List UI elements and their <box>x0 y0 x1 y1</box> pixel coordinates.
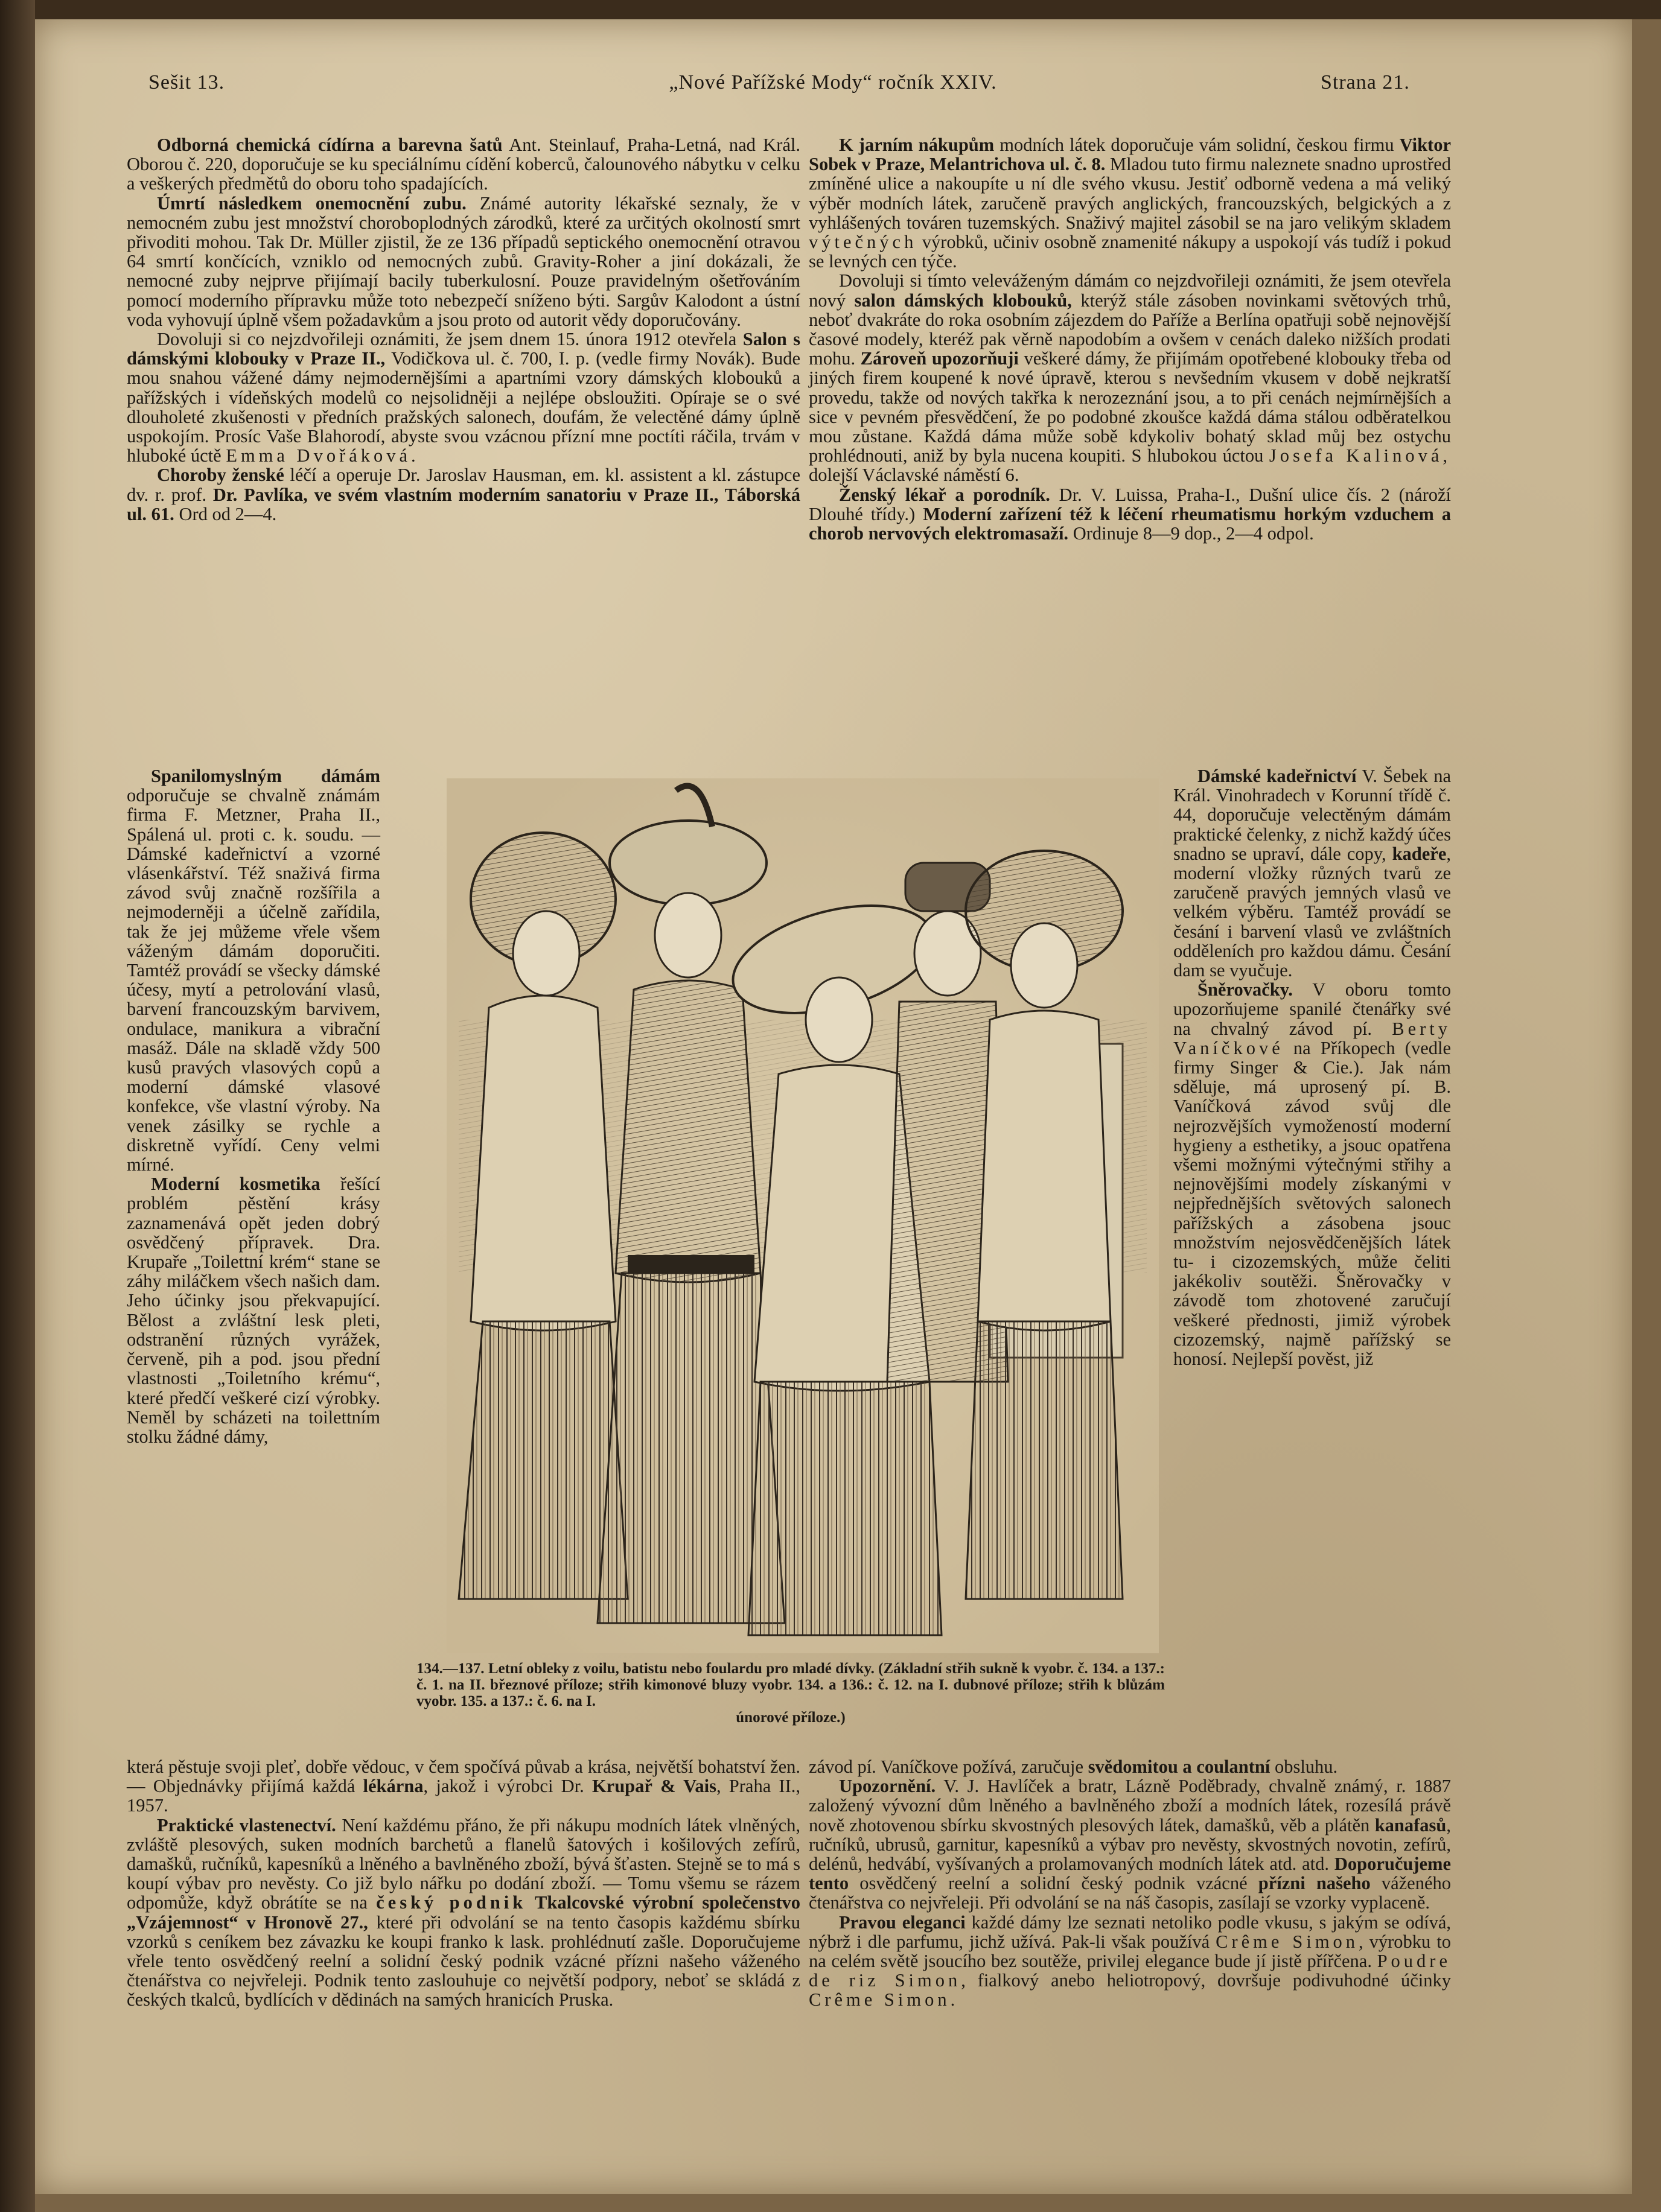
ad-modern-cosmetics: Moderní kosmetika řešící problém pěstění krásy zaznamenává opět jeden dobrý osvědčený přípravek. Dra. Krupaře „Toilettní krém“ stane se záhy miláčkem všech našich dam. Jeho účinky jsou překvapující. Bělost a zvláštní lesk pleti, odstranění různých vyrážek, červeně, pih a pod. jsou přední vlastnosti „Toiletního krému“, které předčí veškeré cizí výrobky. Neměl by scházeti na toilettním stolku žádné dámy, <box>127 1174 380 1447</box>
left-column-bottom <box>127 1757 800 2010</box>
ad-havlicek-notice: Upozornění. V. J. Havlíček a bratr, Lázně Poděbrady, chvalně známý, r. 1887 založený vývozní dům lněného a bavlněného zboží a modních látek, rozesílá právě nově zhotovenou sbírku skvostných plesových látek, damašků, věb a plátěn kanafasů, ručníků, ubrusů, garnitur, kapesníků a výbav pro nevěsty, skvostných novotin, zefírů, delénů, hedvábí, vyšívaných a prolamovaných modních látek atd. atd. Doporučujeme tento osvědčený reelní a solidní český podnik vzácné přízni našeho váženého čtenářstva co nejvřeleji. Při odvolání se na náš časopis, zasílají se vzorky vyplaceně. <box>809 1776 1452 1913</box>
ad-hairdresser-sebek: Dámské kadeřnictví V. Šebek na Král. Vinohradech v Korunní třídě č. 44, doporučuje velectěným dámám praktické čelenky, z nichž každý účes snadno se upraví, dále copy, kadeře, moderní vložky různých tvarů ze zaručeně pravých jemných vlasů ve velkém výběru. Tamtéž provádí se česání i barvení vlasů ve zvláštních odděleních pro každou dámu. Česání dam se vyučuje. <box>1173 766 1451 981</box>
left-narrow-column <box>127 766 380 1446</box>
header-page: Strana 21. <box>1321 71 1410 94</box>
article-tooth-disease: Úmrtí následkem onemocnění zubu. Známé autority lékařské seznaly, že v nemocném zubu jest množství choroboplodných zárodků, které za určitých okolností smrt přivoditi mohou. Tak Dr. Müller zjistil, že ze 136 případů septického onemocnění otravou 64 smrtí končících, vzniklo od nemocných zubů. Gravity-Roher a jiní dokázali, že nemocné zuby nejprve přijímají bacily tuberkulosní. Pouze pravidelným ošetřováním pomocí moderního přípravku může toto nebezpečí sníženo býti. Sargův Kalodont a ústní voda vyhovují úplně všem požadavkům a jsou proto od autorit vědy doporučovány. <box>127 192 800 330</box>
illustration-caption: 134.—137. Letní obleky z voilu, batistu nebo foulardu pro mladé dívky. (Základní střih sukně k vyobr. č. 134. a 137.: č. 1. na II. březnové příloze; střih kimonové bluzy vyobr. 134. a 136.: č. 12. na I. dubnové příloze; střih k blůzám vyobr. 135. a 137.: č. 6. na I. únorové příloze.) <box>416 1661 1165 1726</box>
ad-corsets-vanickova: Šněrovačky. V oboru tomto upozorňujeme spanilé čtenářky své na chvalný závod pí. Berty Vaníčkové na Příkopech (vedle firmy Singer & Cie.). Jak nám sděluje, má uprosený pí. B. Vaníčková závod svůj dle nejrozvějších vymožeností moderní hygieny a esthetiky, a jsouc opatřena všemi možnými výtečnými střihy a nejnovějšími modely získanými v nejpřednějších světových salonech pařížských a zásobena jsouc množstvím nejosvědčenějších látek tu- i cizozemských, může čeliti jakékoliv soutěži. Šněrovačky v závodě tom zhotovené zaručují veškeré přednosti, jimiž výrobek cizozemský, najmě pařížský se honosí. Nejlepší pověst, již <box>1173 979 1451 1370</box>
ad-hairdresser-metzner: Spanilomyslným dámám odporučuje se chvalně známám firma F. Metzner, Praha II., Spálená ul. proti c. k. soudu. — Dámské kadeřnictví a vzorné vlásenkářství. Též snaživá firma závod svůj značně rozšířila a nejmoderněji a účelně zařídila, tak že jej můžeme vřele všem váženým dámám doporučiti. Tamtéž provádí se všecky dámské účesy, mytí a petrolování vlasů, barvení francouzským barvivem, ondulace, manikura a vibrační masáž. Dále na skladě vždy 500 kusů pravých vlasových copů a moderní dámské vlasové konfekce, vše vlastní výroby. Na venek zásilky se rychle a diskretně vyřídí. Ceny velmi mírné. <box>127 766 380 1175</box>
ad-gynecologist-luissa: Ženský lékař a porodník. Dr. V. Luissa, Praha-I., Dušní ulice čís. 2 (nároží Dlouhé třídy.) Moderní zařízení též k léčení rheumatismu horkým vzduchem a chorob nervových elektromasaží. Ordinuje 8—9 dop., 2—4 odpol. <box>809 484 1451 544</box>
ad-practical-patriotism: Praktické vlastenectví. Není každému přáno, že při nákupu modních látek vlněných, zvláště plesových, suken modních barchetů a flanelů šatových i košilových zefírů, damašků, ručníků, kapesníků a lněného a bavlněného zboží, bývá šťasten. Stejně se to má s koupí výbav pro nevěsty. Co již bylo nářku po dodání zboží. — Tomu všemu se rázem odpomůže, když obrátíte se na český podnik Tkalcovské výrobní společenstvo „Vzájemnost“ v Hronově 27., které při odvolání se na tento časopis každému sbírku vzorků s ceníkem bez závazku ke koupi franko k lask. prohlédnutí zašle. Doporučujeme vřele tento osvědčený reelní a solidní český podnik vzácné přízni našeho váženého čtenářstva co nejvřeleji. Podnik tento zaslouhuje co největší podpory, neboť se skládá z českých tkalců, bydlících v dědinách na samých hranicích Pruska. <box>127 1814 801 2010</box>
ad-sobek-fabrics: K jarním nákupům modních látek doporučuje vám solidní, českou firmu Viktor Sobek v Praze, Melantrichova ul. č. 8. Mladou tuto firmu naleznete snadno uprostřed zmíněné ulice a nakoupíte u ní dle svého vkusu. Jestiť odborně vedena a má veliký výběr modních látek, zaručeně pravých anglických, francouzských, belgických a z vyhlášených továren tuzemských. Snaživý majitel zásobil se na jaro velikým skladem výtečných výrobků, učiniv osobně znamenité nákupy a uspokojí vás tudíž i pokud se levných cen týče. <box>809 135 1451 272</box>
ad-modern-cosmetics-cont: která pěstuje svoji pleť, dobře vědouc, v čem spočívá půvab a krása, největší bohatství žen. — Objednávky přijímá každá lékárna, jakož i výrobci Dr. Krupař & Vais, Praha II., 1957. <box>127 1756 800 1816</box>
ad-creme-simon: Pravou eleganci každé dámy lze seznati netoliko podle vkusu, s jakým se odívá, nýbrž i dle parfumu, jichž užívá. Pak-li však používá Crême Simon, výrobku to na celém světě jsoucího bez soutěže, privilej elegance bude jí jistě přířčena. Poudre de riz Simon, fialkový anebo heliotropový, dovršuje podivuhodné účinky Crême Simon. <box>809 1912 1451 2010</box>
right-column-bottom <box>809 1757 1451 2010</box>
scan-left-edge <box>0 0 35 2212</box>
scan-top-edge <box>0 0 1661 19</box>
right-narrow-column <box>1173 766 1451 1368</box>
right-column <box>809 135 1451 543</box>
header-title: „Nové Pařížské Mody“ ročník XXIV. <box>669 71 997 94</box>
left-column <box>127 135 800 524</box>
fashion-illustration <box>447 778 1159 1653</box>
ad-womens-diseases: Choroby ženské léčí a operuje Dr. Jaroslav Hausman, em. kl. assistent a kl. zástupce dv. r. prof. Dr. Pavlíka, ve svém vlastním moderním sanatoriu v Praze II., Táborská ul. 61. Ord od 2—4. <box>127 465 801 524</box>
ad-hat-salon-kalinova: Dovoluji si tímto veleváženým dámám co nejzdvořileji oznámiti, že jsem otevřela nový salon dámských klobouků, kterýž stále zásoben novinkami světových trhů, neboť dvakráte do roka osobním zájezdem do Paříže a Berlína opatřuji sobě nejnovější časové modely, kteréž pak věrně napodobím a ovšem v cenách daleko nižších prodati mohu. Zároveň upozorňuji veškeré dámy, že přijímám opotřebené klobouky třeba od jiných firem koupené k nové úpravě, kterou s nevšedním vkusem v době nejkratší provedu, takže od nových takřka k nerozeznání jsou, a to při cenách nejmírnějších a sice v pevném přesvědčení, že po podobné zkoušce každá dáma stálou odběratelkou mou zůstane. Každá dáma může sobě kdykoliv bohatý sklad můj bez ostychu prohlédnouti, aniž by byla nucena koupiti. S hlubokou úctou Josefa Kalinová, dolejší Václavské náměstí 6. <box>809 270 1451 486</box>
header-issue: Sešit 13. <box>148 71 225 94</box>
ad-chemical-cleaning: Odborná chemická cídírna a barevna šatů Ant. Steinlauf, Praha-Letná, nad Král. Oborou č. 220, doporučuje se ku speciálnímu cídění koberců, čalounového nábytku v celku a veškerých předmětů do oboru toho spadajících. <box>127 135 800 194</box>
ad-corsets-vanickova-cont: závod pí. Vaníčkove požívá, zaručuje svědomitou a coulantní obsluhu. <box>809 1756 1338 1777</box>
ad-hat-salon-dvorakova: Dovoluji si co nejzdvořileji oznámiti, že jsem dnem 15. února 1912 otevřela Salon s dámskými klobouky v Praze II., Vodičkova ul. č. 700, I. p. (vedle firmy Novák). Bude mou snahou vážené dámy nejmodernějšími a apartními vzory dámských klobouků a pařížských i vídeňských modelů co nejsolidněji a nejlépe obsloužiti. Opíraje se o své dlouholeté zkušenosti v předních pražských salonech, doufám, že velectěné dámy úplně uspokojím. Prosíc Vaše Blahorodí, abyste svou vzácnou přízní mne poctíti ráčila, trvám v hluboké úctě Emma Dvořáková. <box>127 329 801 466</box>
